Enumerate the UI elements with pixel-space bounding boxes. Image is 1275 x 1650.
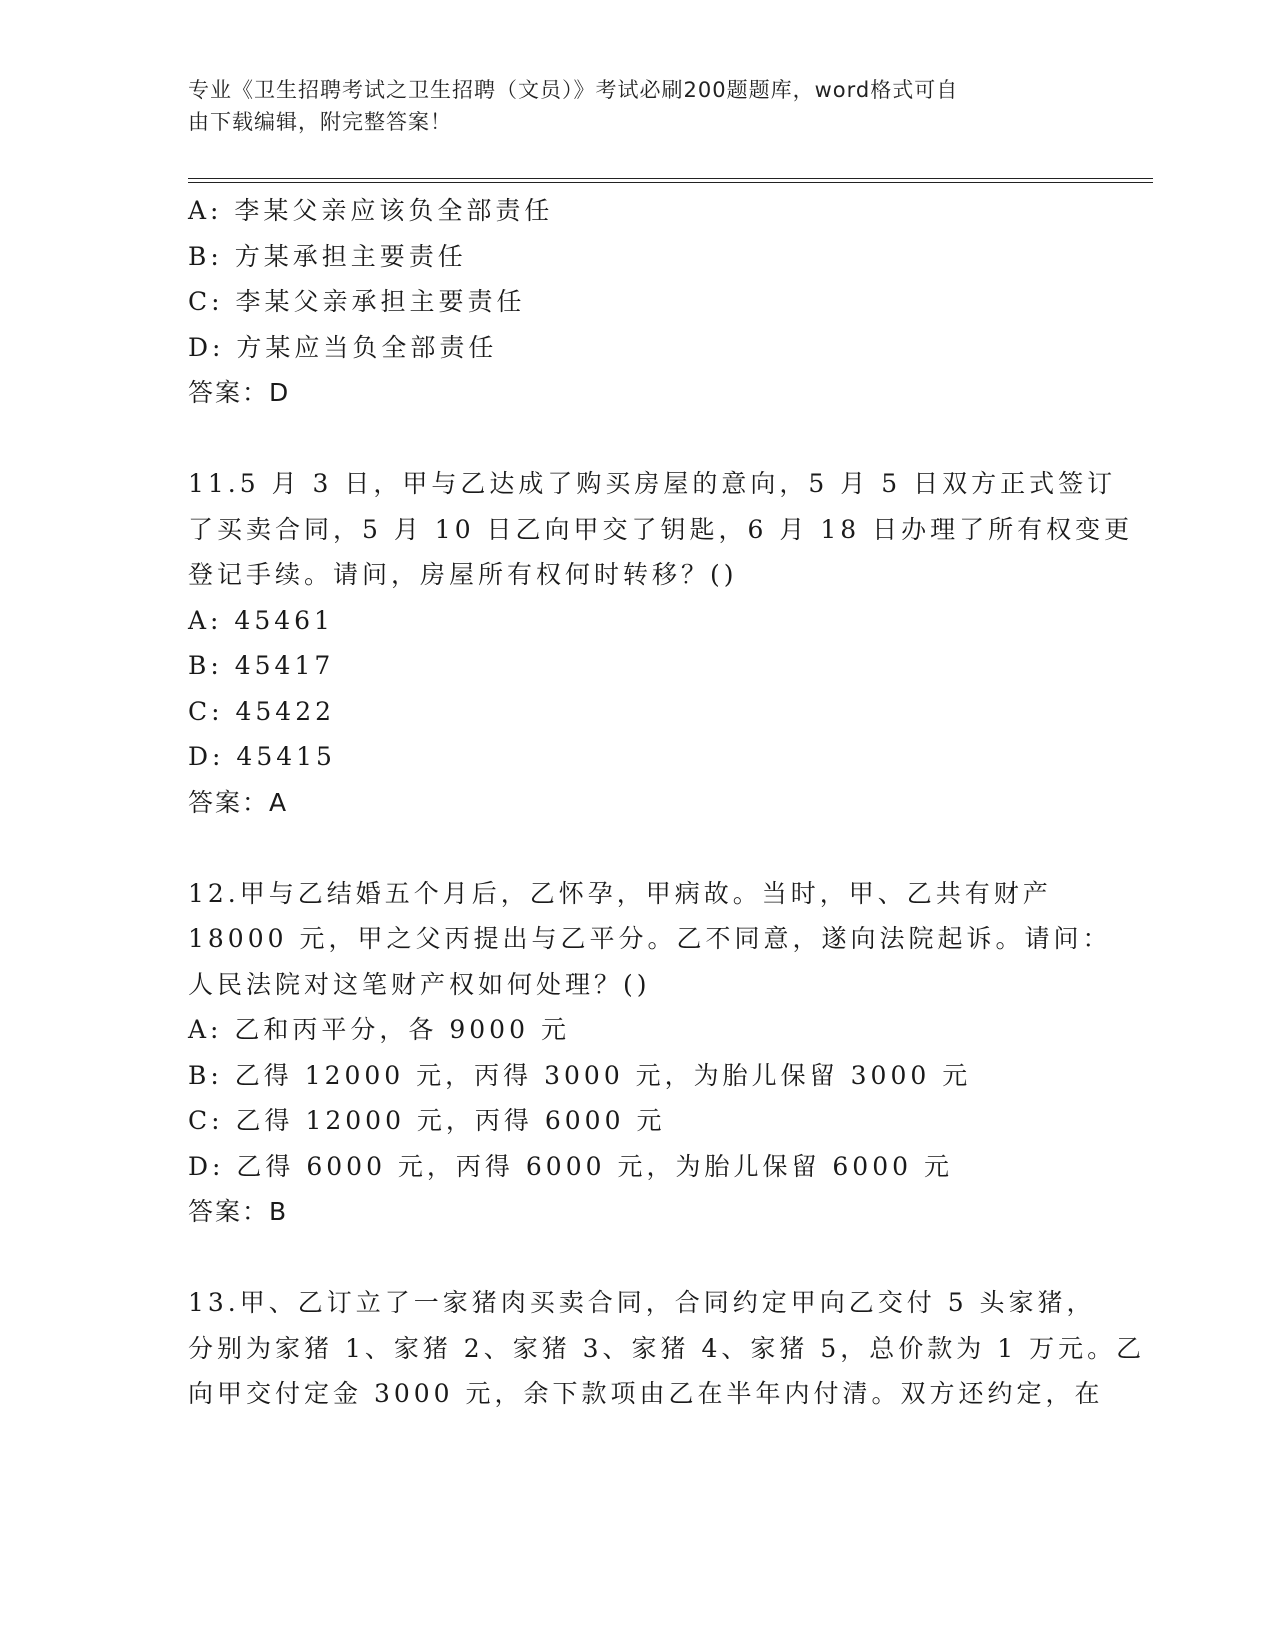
spacer [188,825,1118,871]
question-text-line: 了买卖合同，5 月 10 日乙向甲交了钥匙，6 月 18 日办理了所有权变更 [188,514,1134,544]
option-b: B: 45417 [188,651,335,680]
option-b: B: 乙得 12000 元，丙得 3000 元，为胎儿保留 3000 元 [188,1060,972,1090]
question-13 [188,1280,1146,1417]
question-12 [188,871,1118,1235]
header-line-2: 由下载编辑，附完整答案！ [188,110,452,134]
question-text-line: 向甲交付定金 3000 元，余下款项由乙在半年内付清。双方还约定，在 [188,1379,1104,1408]
question-10-continued [188,188,1118,416]
question-text-line: 13.甲、乙订立了一家猪肉买卖合同，合同约定甲向乙交付 5 头家猪， [188,1288,1096,1317]
answer: 答案：A [188,787,289,817]
document-body [188,188,1146,1417]
option-c: C: 乙得 12000 元，丙得 6000 元 [188,1106,666,1135]
question-text-line: 分别为家猪 1、家猪 2、家猪 3、家猪 4、家猪 5，总价款为 1 万元。乙 [188,1333,1146,1363]
page-header [188,74,1068,138]
option-c: C: 45422 [188,696,336,726]
option-a: A: 乙和丙平分，各 9000 元 [188,1015,570,1044]
spacer [188,1235,1118,1281]
option-d: D: 乙得 6000 元，丙得 6000 元，为胎儿保留 6000 元 [188,1151,953,1181]
answer: 答案：B [188,1197,289,1226]
question-text-line: 登记手续。请问，房屋所有权何时转移？() [188,560,738,589]
header-line-1: 专业《卫生招聘考试之卫生招聘（文员）》考试必刷200题题库，word格式可自 [188,78,959,102]
option-c: C: 李某父亲承担主要责任 [188,287,526,316]
option-d: D: 方某应当负全部责任 [188,332,498,362]
answer: 答案：D [188,378,291,407]
header-divider [188,178,1153,183]
question-text-line: 18000 元，甲之父丙提出与乙平分。乙不同意，遂向法院起诉。请问： [188,924,1112,953]
option-d: D: 45415 [188,742,336,771]
question-text-line: 12.甲与乙结婚五个月后，乙怀孕，甲病故。当时，甲、乙共有财产 [188,878,1052,908]
option-a: A: 45461 [188,605,334,635]
option-b: B: 方某承担主要责任 [188,241,467,271]
question-text-line: 11.5 月 3 日，甲与乙达成了购买房屋的意向，5 月 5 日双方正式签订 [188,469,1117,498]
question-text-line: 人民法院对这笔财产权如何处理？() [188,969,651,999]
question-11 [188,461,1134,825]
spacer [188,416,1118,462]
option-a: A: 李某父亲应该负全部责任 [188,196,554,225]
